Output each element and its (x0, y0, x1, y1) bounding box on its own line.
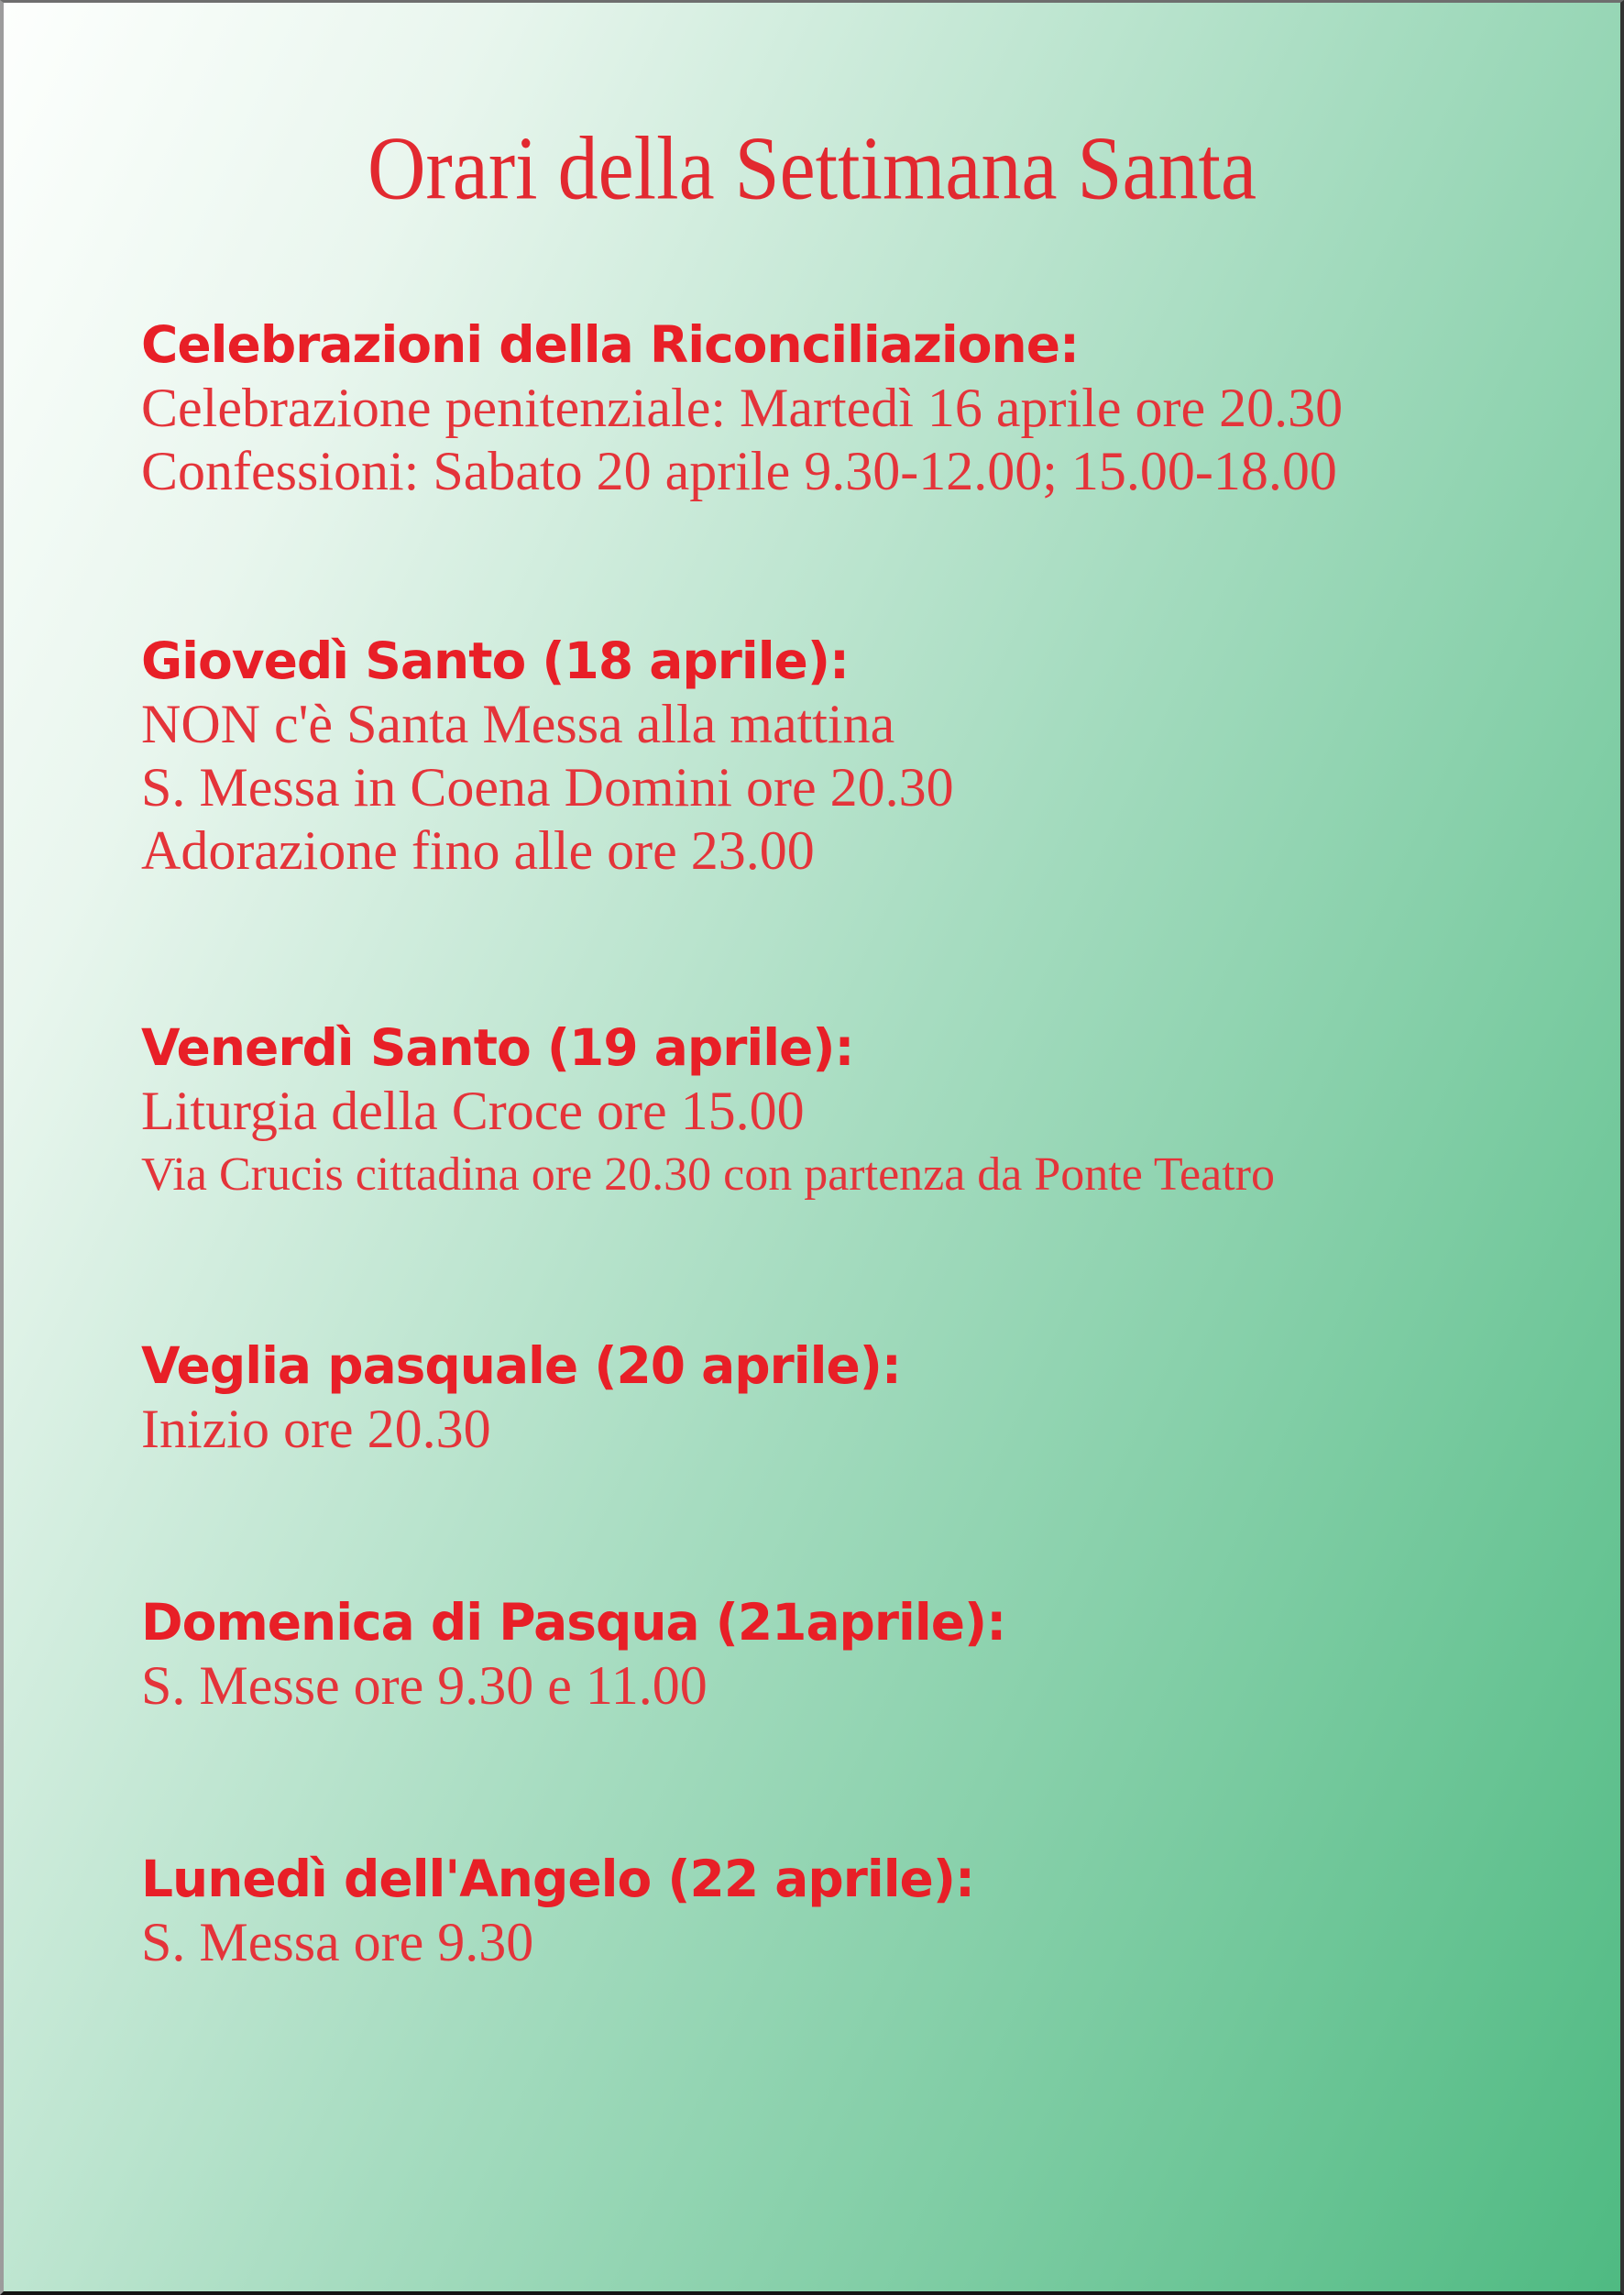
section-line: Confessioni: Sabato 20 aprile 9.30-12.00; 15.00-18.00 (141, 441, 1337, 501)
section-line: S. Messa in Coena Domini ore 20.30 (141, 757, 954, 818)
section-venerdi-santo (141, 1016, 1565, 1206)
section-line: Adorazione fino alle ore 23.00 (141, 820, 815, 881)
section-domenica-pasqua (141, 1591, 1565, 1718)
section-line: Via Crucis cittadina ore 20.30 con partenza da Ponte Teatro (141, 1148, 1275, 1201)
section-heading: Giovedì Santo (18 aprile): (141, 631, 849, 690)
section-veglia-pasquale (141, 1334, 1565, 1461)
section-heading: Veglia pasquale (20 aprile): (141, 1336, 901, 1395)
section-line: S. Messa ore 9.30 (141, 1912, 534, 1972)
section-line: Liturgia della Croce ore 15.00 (141, 1081, 805, 1141)
section-lunedi-angelo (141, 1848, 1565, 1974)
section-line: Inizio ore 20.30 (141, 1399, 491, 1459)
section-heading: Lunedì dell'Angelo (22 aprile): (141, 1850, 974, 1908)
section-riconciliazione (141, 313, 1565, 503)
page-title: Orari della Settimana Santa (367, 119, 1257, 220)
section-heading: Domenica di Pasqua (21aprile): (141, 1593, 1006, 1652)
section-line: S. Messe ore 9.30 e 11.00 (141, 1655, 708, 1716)
section-giovedi-santo (141, 630, 1565, 883)
section-line: NON c'è Santa Messa alla mattina (141, 694, 895, 754)
section-heading: Venerdì Santo (19 aprile): (141, 1018, 854, 1077)
section-heading: Celebrazioni della Riconciliazione: (141, 315, 1079, 374)
section-line: Celebrazione penitenziale: Martedì 16 aprile ore 20.30 (141, 378, 1344, 438)
